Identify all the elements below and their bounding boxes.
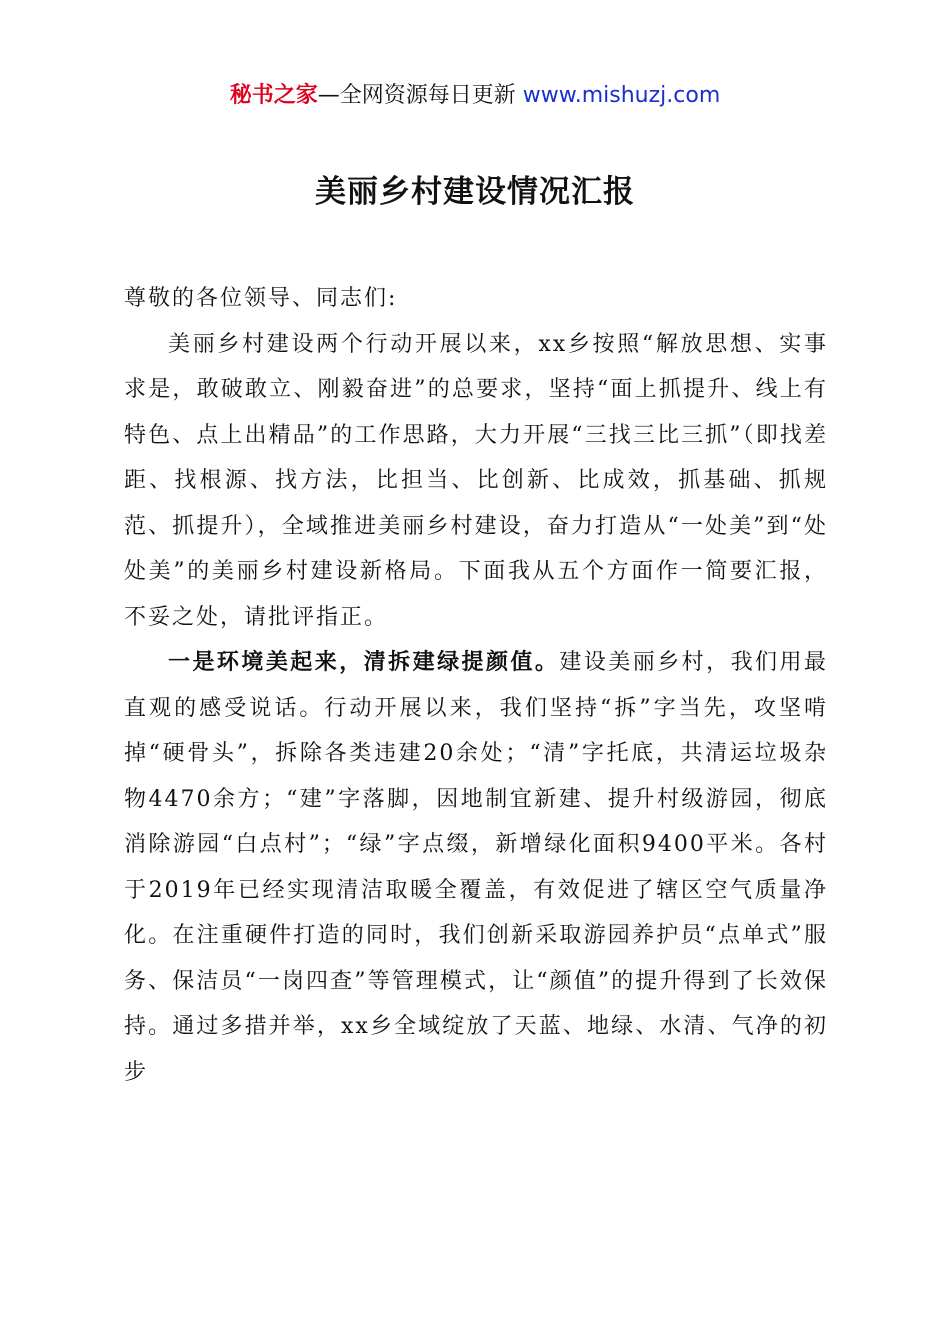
paragraph-lead-heading: 一是环境美起来，清拆建绿提颜值。 [168,649,560,675]
site-url-link[interactable]: www.mishuzj.com [522,83,721,108]
banner-slogan: —全网资源每日更新 [317,83,523,108]
document-body [124,276,828,1095]
paragraph-body-text: 建设美丽乡村，我们用最直观的感受说话。行动开展以来，我们坚持“拆”字当先，攻坚啃掉“硬骨头”，拆除各类违建20余处；“清”字托底，共清运垃圾杂物4470余方；“建”字落脚，因地制宜新建、提升村级游园，彻底消除游园“白点村”；“绿”字点缀，新增绿化面积9400平米。各村于2019年已经实现清洁取暖全覆盖，有效促进了辖区空气质量净化。在注重硬件打造的同时，我们创新采取游园养护员“点单式”服务、保洁员“一岗四查”等管理模式，让“颜值”的提升得到了长效保持。通过多措并举，xx乡全域绽放了天蓝、地绿、水清、气净的初步 [124,650,828,1085]
brand-name: 秘书之家 [229,83,318,108]
paragraph-environment [124,640,828,1095]
document-title: 美丽乡村建设情况汇报 [315,174,635,210]
site-banner [0,80,950,112]
greeting: 尊敬的各位领导、同志们: [124,286,398,311]
paragraph-intro: 美丽乡村建设两个行动开展以来，xx乡按照“解放思想、实事求是，敢破敢立、刚毅奋进”的总要求，坚持“面上抓提升、线上有特色、点上出精品”的工作思路，大力开展“三找三比三抓”（即找差距、找根源、找方法，比担当、比创新、比成效，抓基础、抓规范、抓提升），全域推进美丽乡村建设，奋力打造从“一处美”到“处处美”的美丽乡村建设新格局。下面我从五个方面作一简要汇报，不妥之处，请批评指正。 [124,331,828,630]
